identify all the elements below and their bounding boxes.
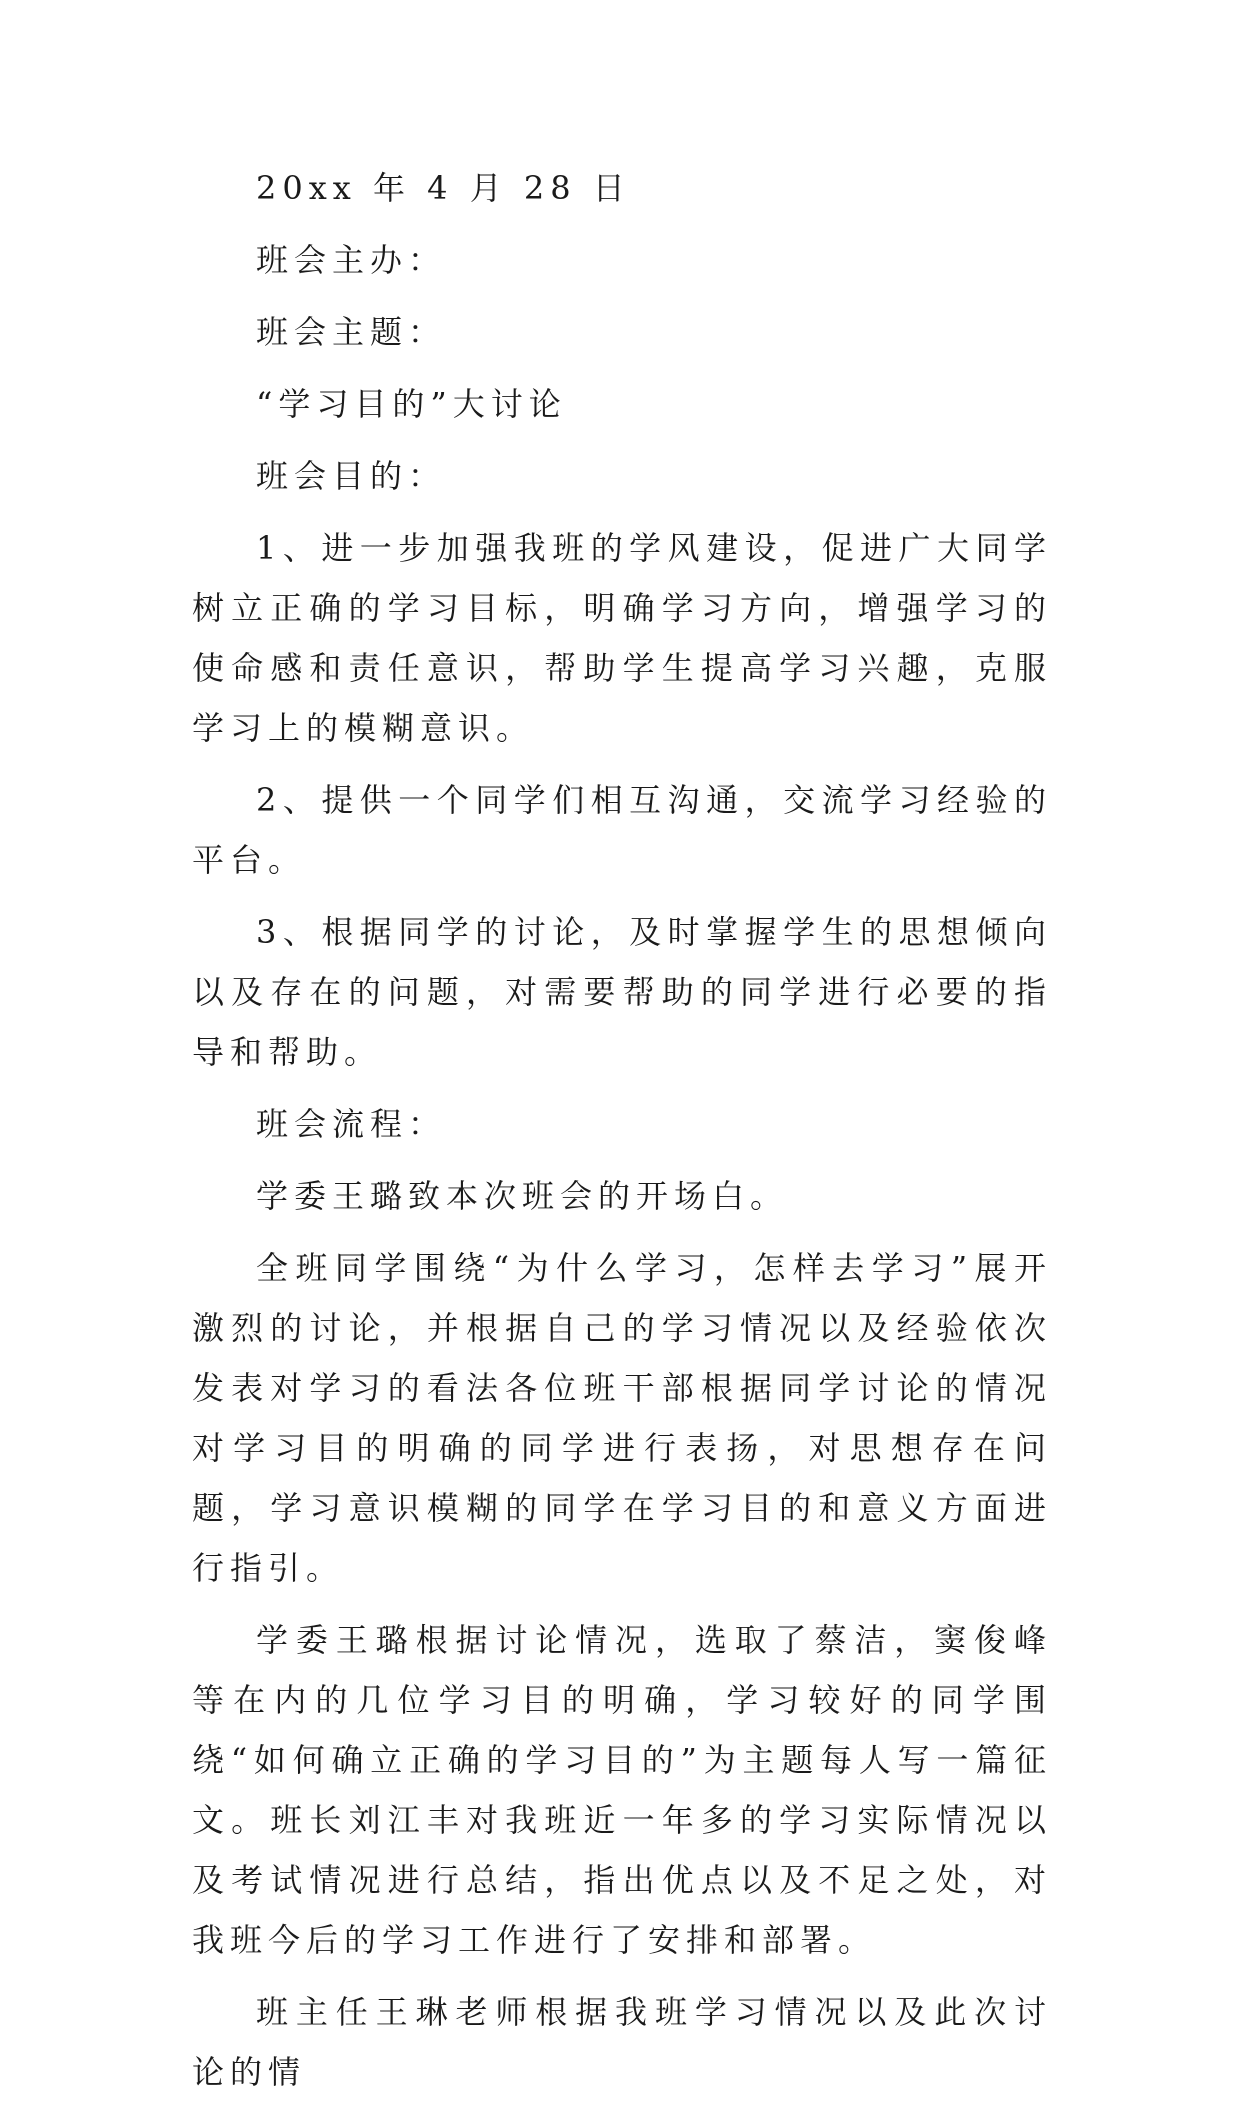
meeting-theme-label: 班会主题： bbox=[256, 313, 447, 351]
purpose-item-2: 2、提供一个同学们相互沟通，交流学习经验的平台。 bbox=[192, 781, 1052, 879]
date-line: 20xx 年 4 月 28 日 bbox=[256, 169, 631, 207]
process-paragraph-3: 学委王璐根据讨论情况，选取了蔡洁，窦俊峰等在内的几位学习目的明确，学习较好的同学围绕“如何确立正确的学习目的”为主题每人写一篇征文。班长刘江丰对我班近一年多的学习实际情况以及考试情况进行总结，指出优点以及不足之处，对我班今后的学习工作进行了安排和部署。 bbox=[192, 1621, 1052, 1959]
document-body bbox=[192, 158, 1052, 2102]
meeting-host-label: 班会主办： bbox=[256, 241, 447, 279]
meeting-theme-text: “学习目的”大讨论 bbox=[256, 385, 567, 423]
process-paragraph-1: 学委王璐致本次班会的开场白。 bbox=[256, 1177, 789, 1215]
meeting-process-label: 班会流程： bbox=[256, 1105, 447, 1143]
purpose-item-3: 3、根据同学的讨论，及时掌握学生的思想倾向以及存在的问题，对需要帮助的同学进行必要的指导和帮助。 bbox=[192, 913, 1052, 1071]
process-paragraph-2: 全班同学围绕“为什么学习，怎样去学习”展开激烈的讨论，并根据自己的学习情况以及经验依次发表对学习的看法各位班干部根据同学讨论的情况对学习目的明确的同学进行表扬，对思想存在问题，学习意识模糊的同学在学习目的和意义方面进行指引。 bbox=[192, 1249, 1052, 1587]
meeting-purpose-label: 班会目的： bbox=[256, 457, 447, 495]
process-paragraph-4: 班主任王琳老师根据我班学习情况以及此次讨论的情 bbox=[192, 1993, 1052, 2091]
purpose-item-1: 1、进一步加强我班的学风建设，促进广大同学树立正确的学习目标，明确学习方向，增强学习的使命感和责任意识，帮助学生提高学习兴趣，克服学习上的模糊意识。 bbox=[192, 529, 1052, 747]
